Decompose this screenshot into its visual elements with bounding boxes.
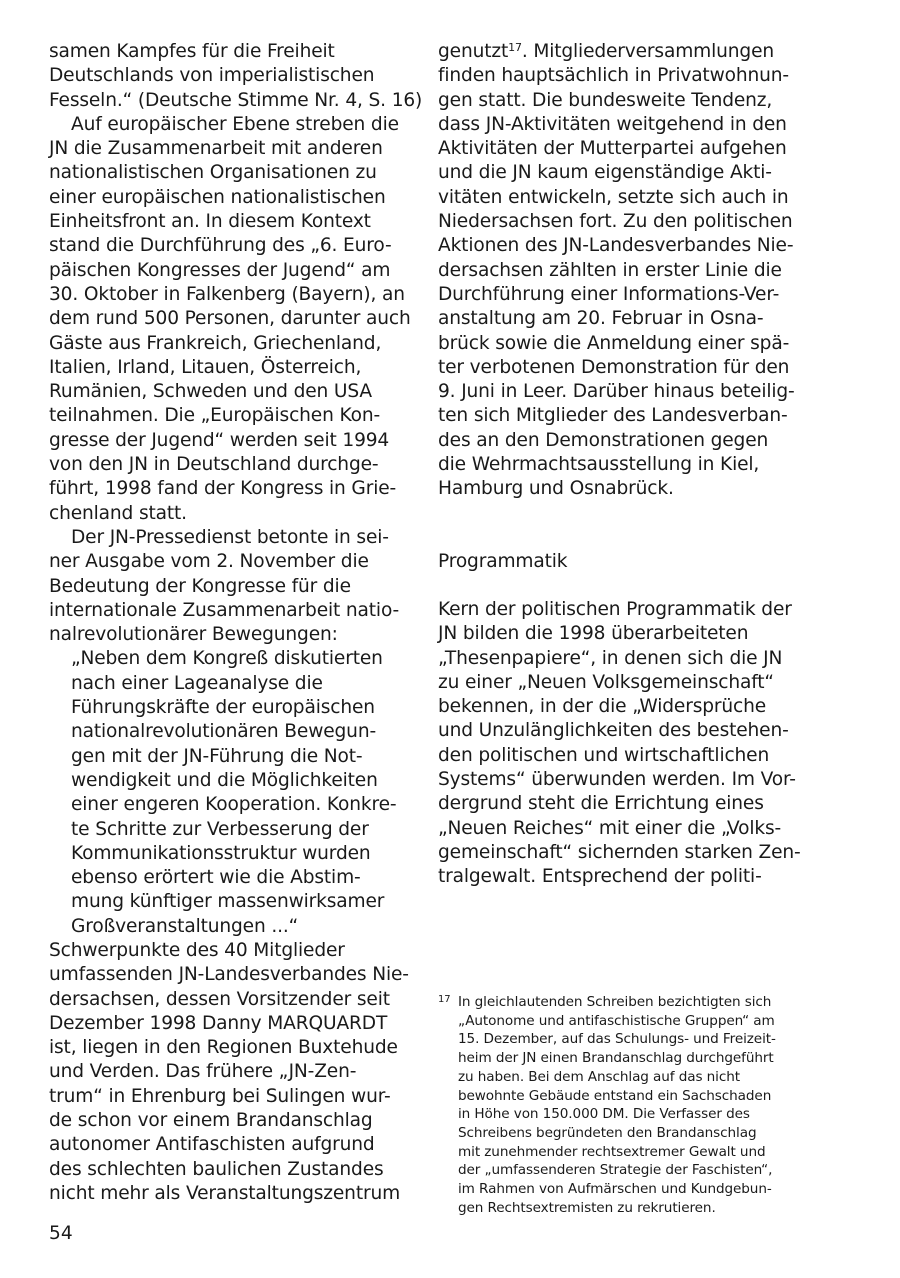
- text-line: [438, 40, 800, 64]
- text-line: Bedeutung der Kongresse für die: [49, 575, 351, 597]
- text-line: nationalistischen Organisationen zu: [49, 162, 377, 184]
- text-line: umfassenden JN-Landesverbandes Nie-: [49, 964, 409, 986]
- section-heading: Programmatik: [438, 550, 568, 572]
- page-number: 54: [49, 1223, 73, 1244]
- footnote-line: Schreibens begründeten den Brandanschlag: [458, 1124, 757, 1141]
- text-line: samen Kampfes für die Freiheit: [49, 41, 335, 62]
- text-line: Einheitsfront an. In diesem Kontext: [49, 211, 371, 233]
- text-line: finden hauptsächlich in Privatwohnun-: [438, 65, 789, 87]
- text-line: 9. Juni in Leer. Darüber hinaus beteilig-: [438, 381, 795, 403]
- text-line: Gäste aus Frankreich, Griechenland,: [49, 332, 382, 354]
- quote-line: mung künftiger massenwirksamer: [71, 891, 385, 913]
- text-line: zu einer „Neuen Volksgemeinschaft“: [438, 671, 774, 693]
- quote-line: Kommunikationsstruktur wurden: [71, 842, 371, 864]
- footnote-line: heim der JN einen Brandanschlag durchgeführt: [458, 1050, 774, 1067]
- text-line: brück sowie die Anmeldung einer spä-: [438, 332, 790, 354]
- footnote-line: „Autonome und antifaschistische Gruppen“ am: [458, 1012, 775, 1029]
- footnote-line: zu haben. Bei dem Anschlag auf das nicht: [458, 1068, 740, 1085]
- text-line: und Verden. Das frühere „JN-Zen-: [49, 1061, 357, 1083]
- text-line: Fesseln.“ (Deutsche Stimme Nr. 4, S. 16): [49, 89, 423, 111]
- text-line: Kern der politischen Programmatik der: [438, 598, 792, 620]
- footnote-text: [458, 993, 800, 1217]
- text-line: Aktivitäten der Mutterpartei aufgehen: [438, 138, 787, 160]
- text-line: und Unzulänglichkeiten des bestehen-: [438, 720, 789, 742]
- section-spacer: [438, 502, 800, 550]
- text-line: teilnahmen. Die „Europäischen Kon-: [49, 405, 381, 427]
- text-line: nalrevolutionärer Bewegungen:: [49, 624, 338, 646]
- text-line: Italien, Irland, Litauen, Österreich,: [49, 356, 362, 378]
- text-line: päischen Kongresses der Jugend“ am: [49, 259, 391, 281]
- text-line: Hamburg und Osnabrück.: [438, 478, 674, 500]
- text-line: stand die Durchführung des „6. Euro-: [49, 235, 392, 257]
- text-line: JN die Zusammenarbeit mit anderen: [49, 138, 383, 160]
- text-line: tralgewalt. Entsprechend der politi-: [438, 866, 762, 888]
- text-line: Durchführung einer Informations-Ver-: [438, 283, 780, 305]
- text-line: den politischen und wirtschaftlichen: [438, 744, 770, 766]
- text-line: trum“ in Ehrenburg bei Sulingen wur-: [49, 1085, 391, 1107]
- text-line: Niedersachsen fort. Zu den politischen: [438, 211, 793, 233]
- text-line: dersachsen zählten in erster Linie die: [438, 259, 782, 281]
- text-line: gemeinschaft“ sichernden starken Zen-: [438, 841, 801, 863]
- footnote: [438, 993, 800, 1217]
- footnote-line: In gleichlautenden Schreiben bezichtigten sich: [458, 994, 772, 1010]
- paragraph-first-line: Auf europäischer Ebene streben die: [71, 113, 399, 135]
- quote-line: nationalrevolutionären Bewegun-: [71, 721, 377, 743]
- text-line: Aktionen des JN-Landesverbandes Nie-: [438, 235, 794, 257]
- footnote-line: in Höhe von 150.000 DM. Die Verfasser des: [458, 1106, 750, 1123]
- text-line: ist, liegen in den Regionen Buxtehude: [49, 1037, 398, 1059]
- footnote-reference: 17: [508, 41, 522, 54]
- footnote-number: 17: [438, 994, 451, 1005]
- footnote-line: bewohnte Gebäude entstand ein Sachschaden: [458, 1087, 772, 1104]
- quote-line: „Neben dem Kongreß diskutierten: [71, 648, 383, 670]
- text-line: einer europäischen nationalistischen: [49, 186, 386, 208]
- text-line: und die JN kaum eigenständige Akti-: [438, 162, 772, 184]
- text-line: ter verbotenen Demonstration für den: [438, 356, 790, 378]
- right-column: [438, 40, 800, 890]
- section-spacer: [438, 574, 800, 598]
- quote-line: einer engeren Kooperation. Konkre-: [71, 794, 397, 816]
- text-line: 30. Oktober in Falkenberg (Bayern), an: [49, 283, 405, 305]
- quote-line: gen mit der JN-Führung die Not-: [71, 745, 363, 767]
- text-line: autonomer Antifaschisten aufgrund: [49, 1134, 375, 1156]
- text-line: gen statt. Die bundesweite Tendenz,: [438, 89, 773, 111]
- text-line: von den JN in Deutschland durchge-: [49, 454, 379, 476]
- text-line: internationale Zusammenarbeit natio-: [49, 599, 400, 621]
- footnote-line: der „umfassenderen Strategie der Faschisten“,: [458, 1162, 773, 1179]
- text-line: nicht mehr als Veranstaltungszentrum: [49, 1182, 401, 1204]
- footnote-line: 15. Dezember, auf das Schulungs- und Freizeit-: [458, 1031, 776, 1048]
- quote-line: nach einer Lageanalyse die: [71, 672, 323, 694]
- text-line: bekennen, in der die „Widersprüche: [438, 696, 767, 718]
- text-segment: genutzt: [438, 41, 509, 62]
- text-line: Rumänien, Schweden und den USA: [49, 381, 372, 403]
- text-line: Systems“ überwunden werden. Im Vor-: [438, 769, 796, 791]
- text-line: des an den Demonstrationen gegen: [438, 429, 769, 451]
- left-column: [49, 40, 423, 1206]
- quote-line: Großveranstaltungen ...“: [71, 915, 299, 937]
- footnote-line: mit zunehmender rechtsextremer Gewalt und: [458, 1143, 766, 1160]
- text-line: chenland statt.: [49, 502, 187, 524]
- quote-line: wendigkeit und die Möglichkeiten: [71, 769, 378, 791]
- text-line: dergrund steht die Errichtung eines: [438, 793, 764, 815]
- text-line: de schon vor einem Brandanschlag: [49, 1110, 373, 1132]
- text-line: gresse der Jugend“ werden seit 1994: [49, 429, 390, 451]
- quote-line: ebenso erörtert wie die Abstim-: [71, 867, 361, 889]
- text-line: Deutschlands von imperialistischen: [49, 65, 375, 87]
- text-line: dersachsen, dessen Vorsitzender seit: [49, 988, 390, 1010]
- text-line: dass JN-Aktivitäten weitgehend in den: [438, 113, 787, 135]
- text-line: vitäten entwickeln, setzte sich auch in: [438, 186, 789, 208]
- text-line: Dezember 1998 Danny MARQUARDT: [49, 1012, 388, 1034]
- footnote-line: gen Rechtsextremisten zu rekrutieren.: [458, 1199, 716, 1216]
- text-line: ten sich Mitglieder des Landesverban-: [438, 405, 788, 427]
- text-line: ner Ausgabe vom 2. November die: [49, 551, 369, 573]
- text-line: anstaltung am 20. Februar in Osna-: [438, 308, 764, 330]
- footnote-line: im Rahmen von Aufmärschen und Kundgebun-: [458, 1181, 772, 1198]
- text-line: des schlechten baulichen Zustandes: [49, 1158, 384, 1180]
- text-line: „Neuen Reiches“ mit einer die „Volks-: [438, 817, 782, 839]
- text-line: Schwerpunkte des 40 Mitglieder: [49, 939, 345, 961]
- text-segment: . Mitgliederversammlungen: [521, 41, 774, 62]
- paragraph-first-line: Der JN-Pressedienst betonte in sei-: [71, 526, 389, 548]
- text-line: führt, 1998 fand der Kongress in Grie-: [49, 478, 397, 500]
- quote-line: te Schritte zur Verbesserung der: [71, 818, 369, 840]
- text-line: dem rund 500 Personen, darunter auch: [49, 308, 411, 330]
- text-line: JN bilden die 1998 überarbeiteten: [438, 623, 749, 645]
- text-line: „Thesenpapiere“, in denen sich die JN: [438, 647, 783, 669]
- text-line: die Wehrmachtsausstellung in Kiel,: [438, 454, 760, 476]
- quote-line: Führungskräfte der europäischen: [71, 697, 375, 719]
